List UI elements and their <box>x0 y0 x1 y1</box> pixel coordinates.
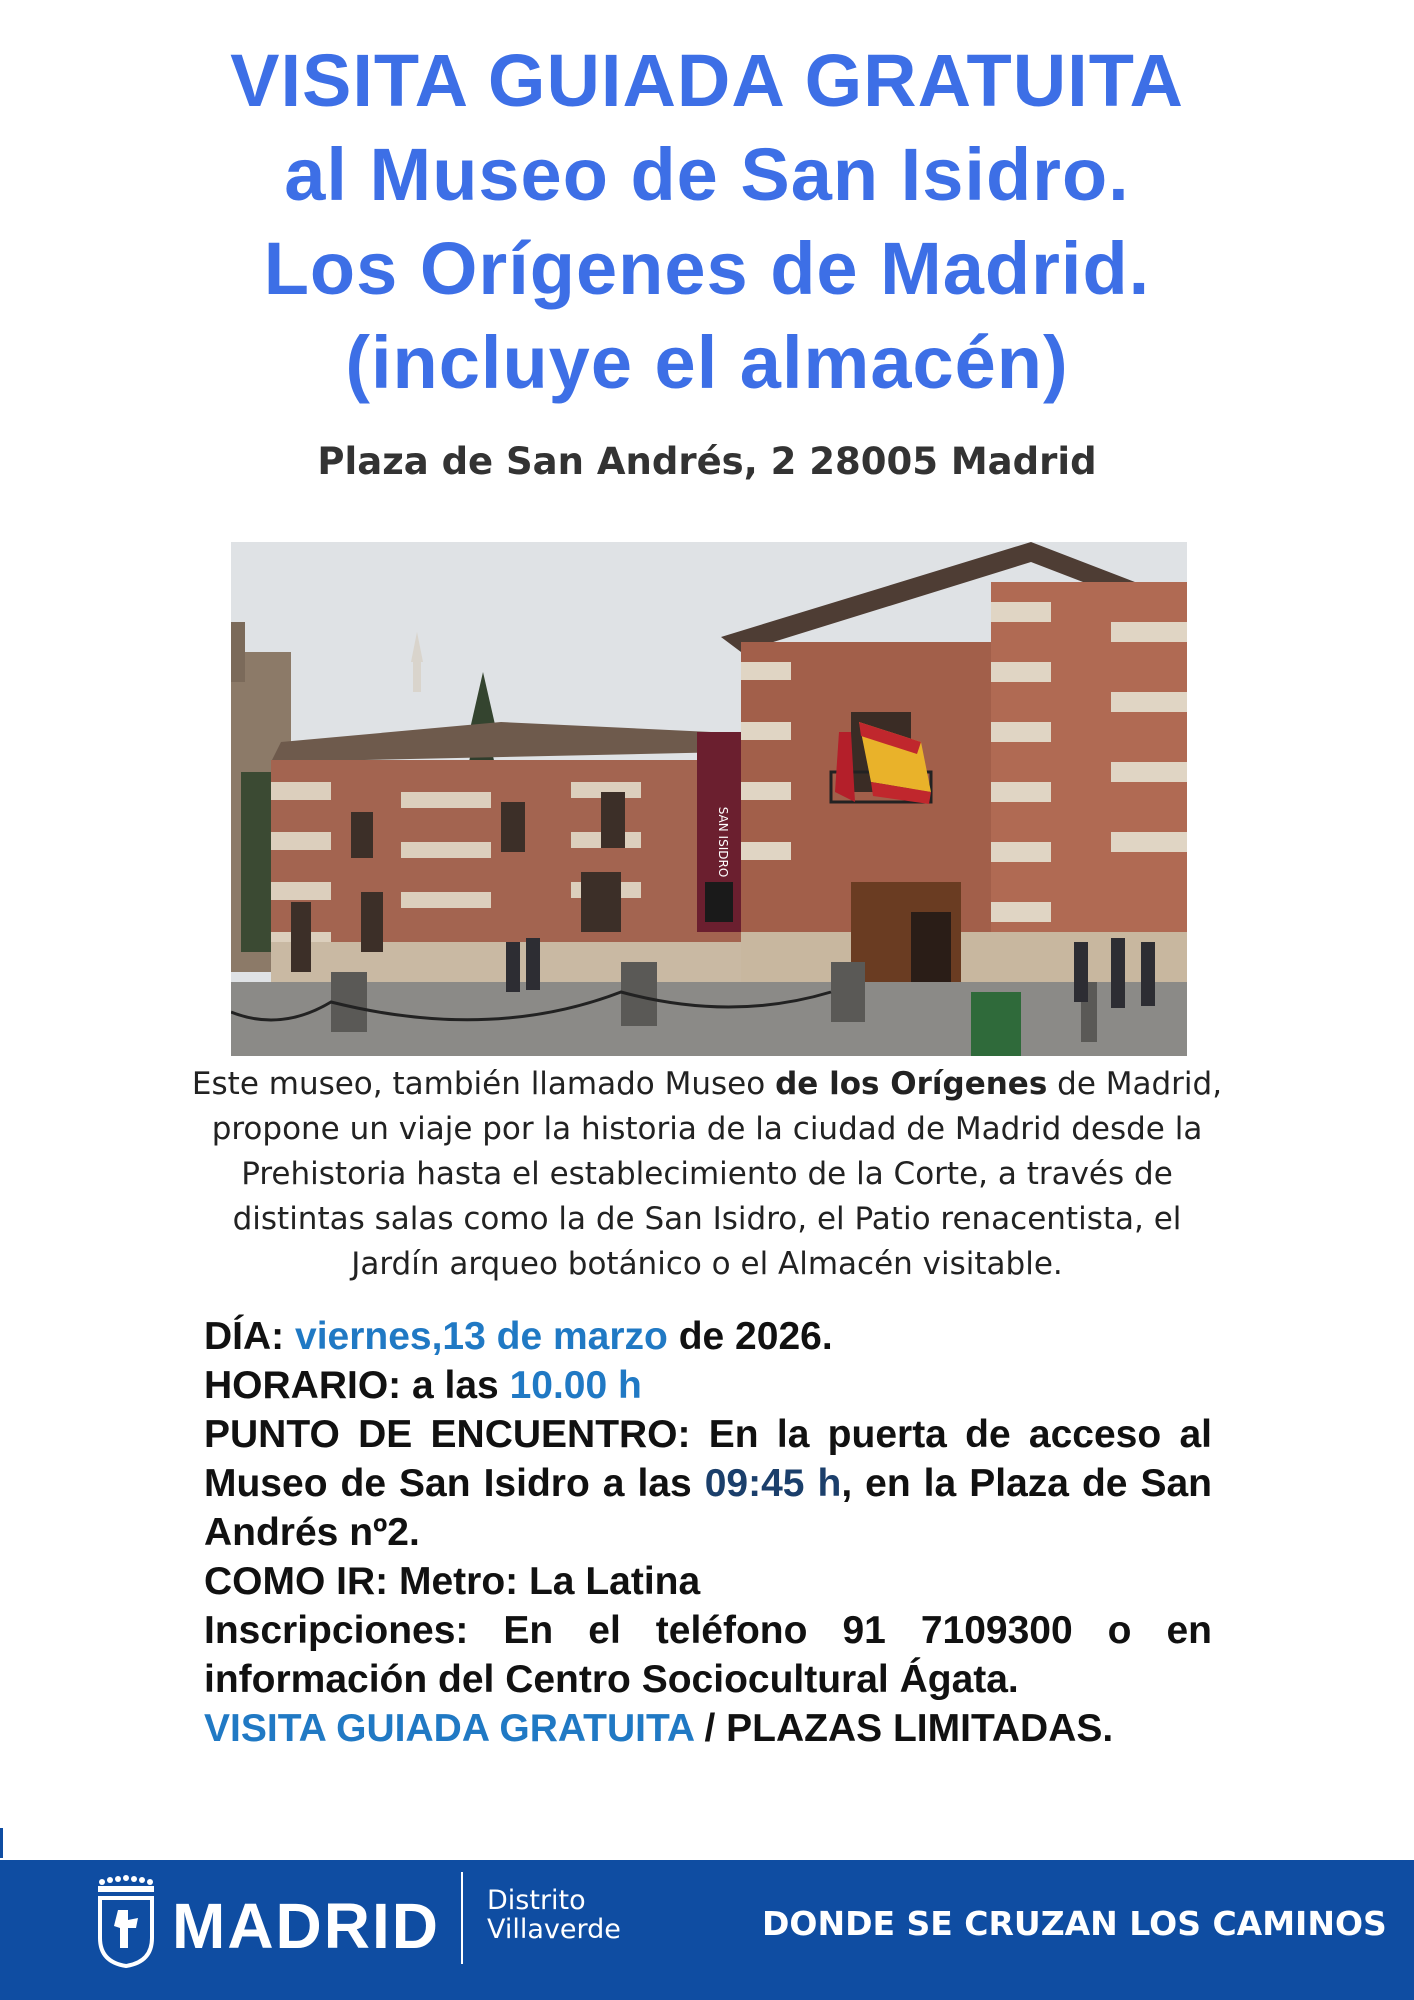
footer-divider <box>461 1872 463 1964</box>
event-details <box>204 1312 1212 1753</box>
meeting-point-text-1: PUNTO DE ENCUENTRO: En la puerta de acceso al Museo de San Isidro a las <box>204 1413 1212 1505</box>
meeting-time: 09:45 h <box>704 1462 842 1505</box>
meeting-point-text-2: , en la Plaza de San Andrés nº2. <box>204 1462 1213 1554</box>
left-margin-mark <box>0 1828 3 1858</box>
district-name <box>487 1886 621 1944</box>
district-line-2: Villaverde <box>487 1914 621 1945</box>
registration-line: Inscripciones: En el teléfono 91 7109300 o en información del Centro Sociocultural Ágata. <box>204 1609 1212 1701</box>
footer-slogan: DONDE SE CRUZAN LOS CAMINOS <box>762 1904 1387 1943</box>
title-line-1: VISITA GUIADA GRATUITA <box>230 39 1184 122</box>
day-suffix: de 2026. <box>667 1315 833 1358</box>
title-line-4: (incluye el almacén) <box>345 321 1069 404</box>
title-line-3: Los Orígenes de Madrid. <box>263 227 1151 310</box>
poster-title <box>0 34 1414 410</box>
description-bold: de los Orígenes <box>775 1066 1048 1102</box>
description-text-2: de Madrid, propone un viaje por la historia de la ciudad de Madrid desde la Prehistoria hasta el establecimiento de la Corte, a través de distintas salas como la de San Isidro, el Patio renacentista, el Jardín arqueo botánico o el Almacén visitable. <box>211 1066 1223 1282</box>
day-value: viernes,13 de marzo <box>295 1315 668 1358</box>
museum-description <box>190 1062 1224 1287</box>
free-visit-label: VISITA GUIADA GRATUITA <box>204 1707 694 1750</box>
time-label: HORARIO: a las <box>204 1364 510 1407</box>
description-text-1: Este museo, también llamado Museo <box>191 1066 776 1102</box>
banner-text: SAN ISIDRO <box>716 806 730 878</box>
time-line <box>204 1361 1212 1410</box>
time-value: 10.00 h <box>509 1364 642 1407</box>
day-line <box>204 1312 1212 1361</box>
limited-places-label: / PLAZAS LIMITADAS. <box>693 1707 1114 1750</box>
free-visit-line <box>204 1704 1212 1753</box>
address: Plaza de San Andrés, 2 28005 Madrid <box>317 440 1097 483</box>
madrid-crest-icon <box>94 1868 158 1968</box>
footer-bar <box>0 1860 1414 2000</box>
title-line-2: al Museo de San Isidro. <box>284 133 1130 216</box>
how-to-get-line: COMO IR: Metro: La Latina <box>204 1560 701 1603</box>
district-line-1: Distrito <box>487 1885 586 1916</box>
meeting-point-line <box>204 1410 1212 1557</box>
day-label: DÍA: <box>204 1315 295 1358</box>
museum-building-illustration <box>231 542 1187 1056</box>
madrid-brand: MADRID <box>172 1890 440 1962</box>
museum-photo <box>231 542 1187 1056</box>
